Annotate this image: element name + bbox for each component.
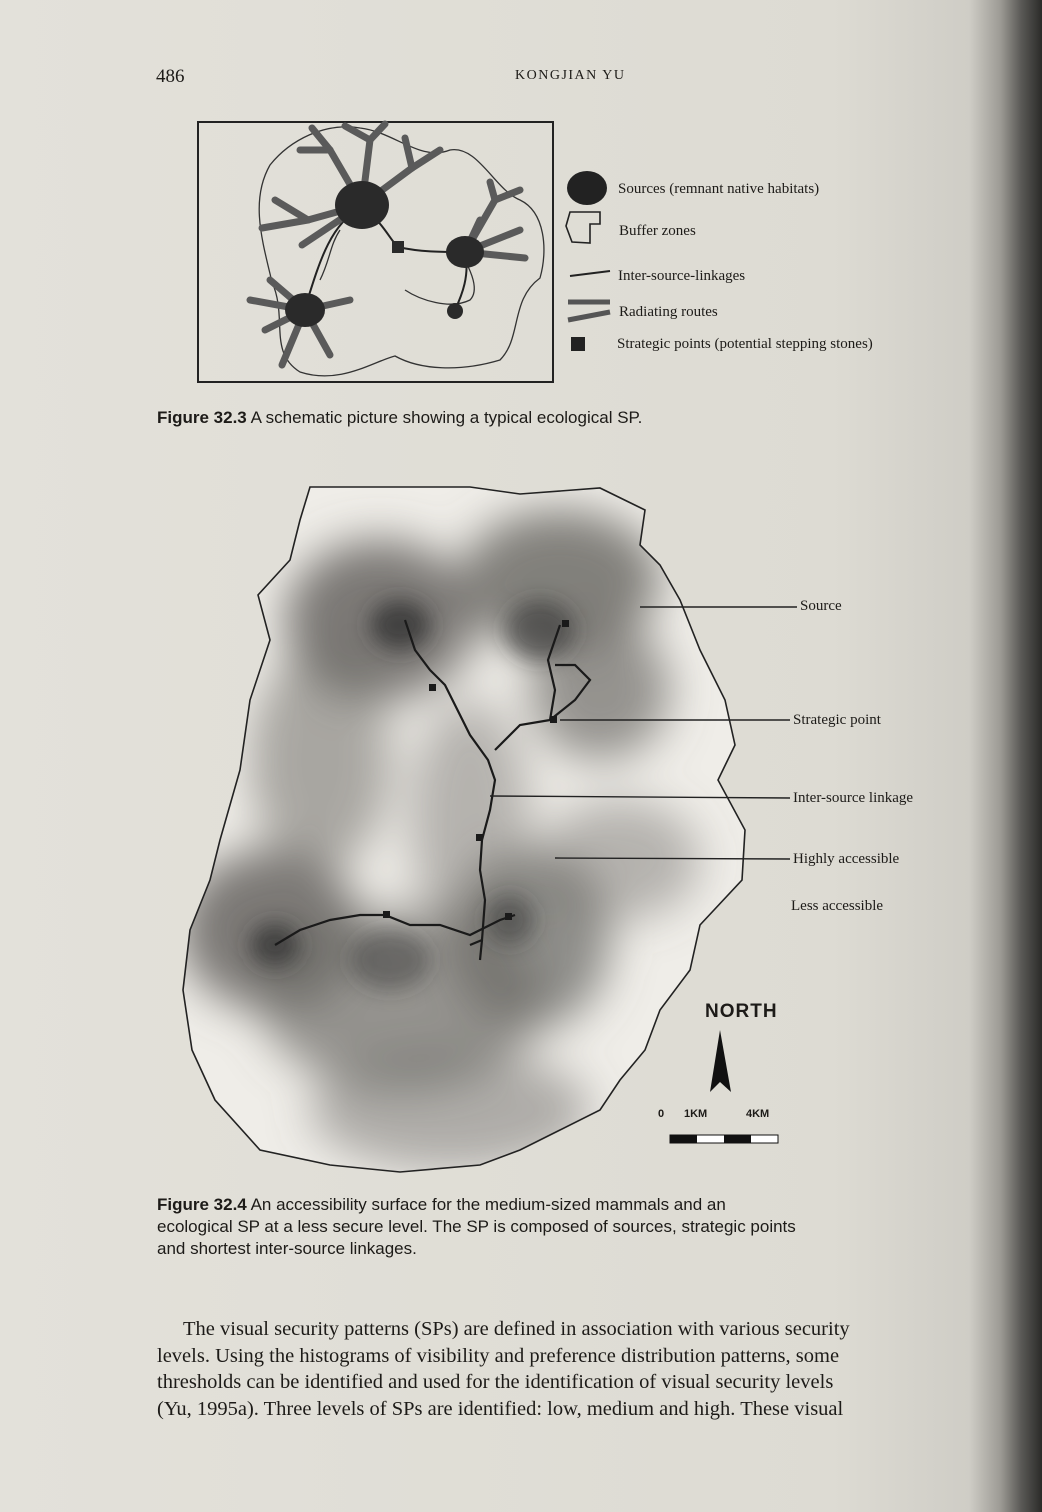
figure-32-3-label: Figure 32.3 [157, 408, 247, 427]
scale-bar [670, 1135, 778, 1143]
accessibility-shading [170, 480, 770, 1180]
label-less-accessible: Less accessible [791, 898, 884, 914]
body-paragraph [157, 1316, 953, 1422]
legend-strategic-label: Strategic points (potential stepping stones) [617, 336, 873, 352]
scale-four-km: 4KM [746, 1108, 770, 1120]
legend-radiating-label: Radiating routes [619, 304, 718, 320]
figure-32-4-line-2: ecological SP at a less secure level. The SP is composed of sources, strategic points [157, 1217, 796, 1236]
label-strategic-point: Strategic point [793, 712, 881, 728]
body-line-4: (Yu, 1995a). Three levels of SPs are identified: low, medium and high. These visual [157, 1397, 844, 1420]
body-line-3: thresholds can be identified and used for the identification of visual security levels [157, 1371, 834, 1393]
scale-zero: 0 [658, 1108, 665, 1120]
page-number: 486 [156, 66, 185, 87]
body-line-2: levels. Using the histograms of visibility and preference distribution patterns, some [157, 1344, 840, 1367]
figure-32-4-line-3: and shortest inter-source linkages. [157, 1239, 417, 1258]
figure-32-3-text: A schematic picture showing a typical ecological SP. [250, 408, 643, 427]
north-arrow [710, 1030, 731, 1092]
legend-buffer-label: Buffer zones [619, 223, 696, 239]
legend-sources-label: Sources (remnant native habitats) [618, 181, 820, 197]
label-source: Source [800, 598, 842, 614]
running-head: KONGJIAN YU [515, 68, 626, 83]
figure-32-4-caption [157, 1194, 957, 1260]
label-inter-source-linkage: Inter-source linkage [793, 790, 914, 806]
north-label: NORTH [705, 1001, 778, 1022]
legend-linkages-label: Inter-source-linkages [618, 268, 746, 284]
scale-one-km: 1KM [684, 1108, 708, 1120]
body-line-1: The visual security patterns (SPs) are defined in association with various security [183, 1318, 850, 1340]
figure-32-4-line-1: An accessibility surface for the medium-sized mammals and an [250, 1195, 726, 1214]
label-highly-accessible: Highly accessible [793, 851, 900, 867]
figure-32-4-label: Figure 32.4 [157, 1195, 247, 1214]
